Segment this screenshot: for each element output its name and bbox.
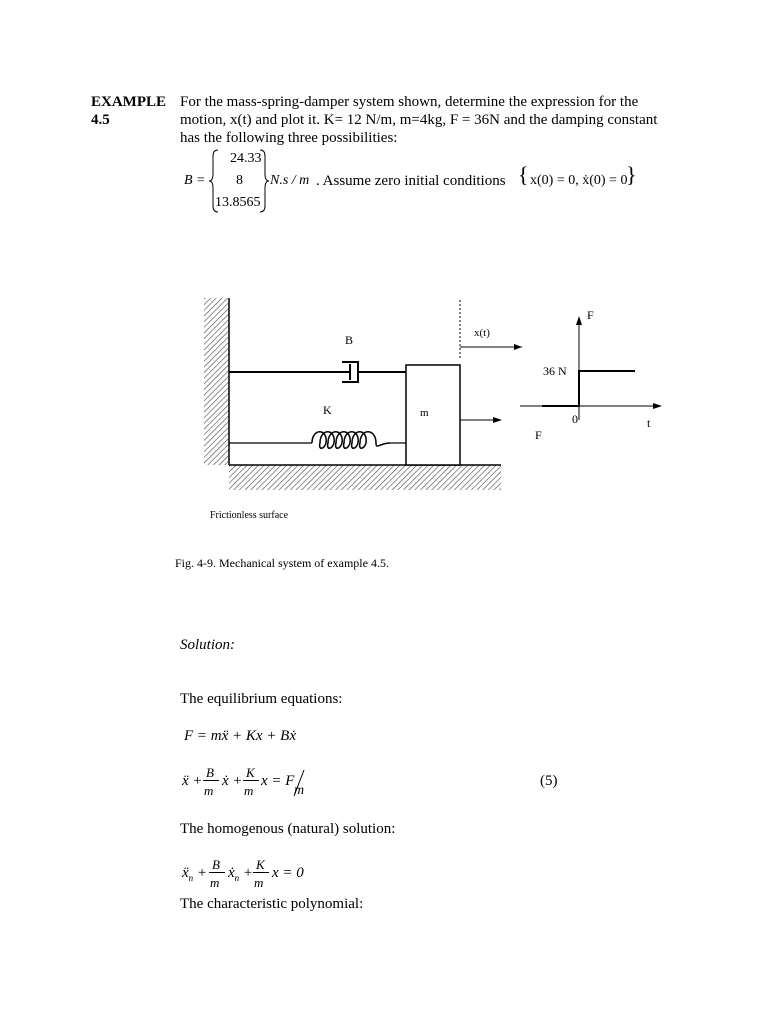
mass-block <box>406 365 460 465</box>
characteristic-text: The characteristic polynomial: <box>180 896 364 912</box>
displacement-label: x(t) <box>474 327 490 339</box>
plot-y-label: F <box>587 308 594 322</box>
spring-label: K <box>323 403 332 417</box>
equation-3: ẍ$_n$ + B m ẋ$_n$ + K m x = 0 <box>182 857 304 890</box>
surface-label: Frictionless surface <box>210 510 289 521</box>
damping-values <box>180 148 650 214</box>
b-value-3: 13.8565 <box>215 195 261 210</box>
equilibrium-text: The equilibrium equations: <box>180 691 343 707</box>
spring <box>229 432 406 449</box>
damper-label: B <box>345 333 354 347</box>
solution-heading: Solution: <box>180 637 235 653</box>
statement-line: For the mass-spring-damper system shown, determine the expression for the <box>180 94 639 110</box>
mechanical-system-figure <box>190 290 670 490</box>
statement-line: motion, x(t) and plot it. K= 12 N/m, m=4kg, F = 36N and the damping constant <box>180 112 658 128</box>
equation-number: (5) <box>540 773 558 789</box>
equation-2: ẍ + B m ẋ + K m x = F m <box>182 765 305 798</box>
statement-line: has the following three possibilities: <box>180 130 398 146</box>
plot-origin-label: 0 <box>572 412 578 426</box>
plot-x-label: t <box>647 416 651 430</box>
example-label: EXAMPLE <box>91 94 166 110</box>
plot-level-label: 36 N <box>543 364 567 378</box>
mass-label: m <box>420 407 429 419</box>
assume-text: . Assume zero initial conditions <box>316 173 506 189</box>
left-curly-brace: { <box>518 162 529 187</box>
equation-1: F = mẍ + Kx + Bẋ <box>184 728 297 744</box>
wall-hatch <box>204 298 229 465</box>
floor-hatch <box>229 465 501 490</box>
initial-conditions: x(0) = 0, ẋ(0) = 0 <box>530 173 628 188</box>
damper <box>229 362 406 382</box>
homogenous-text: The homogenous (natural) solution: <box>180 821 396 837</box>
b-value-2: 8 <box>236 173 243 188</box>
b-value-1: 24.33 <box>230 151 262 166</box>
example-statement <box>180 93 680 147</box>
figure-caption: Fig. 4-9. Mechanical system of example 4.5. <box>175 556 389 570</box>
force-label: F <box>535 428 542 442</box>
b-symbol: B = <box>184 173 206 188</box>
b-units: N.s / m <box>270 173 310 188</box>
right-curly-brace: } <box>626 162 637 187</box>
step-input-plot <box>520 308 662 430</box>
example-number: 4.5 <box>91 112 110 128</box>
